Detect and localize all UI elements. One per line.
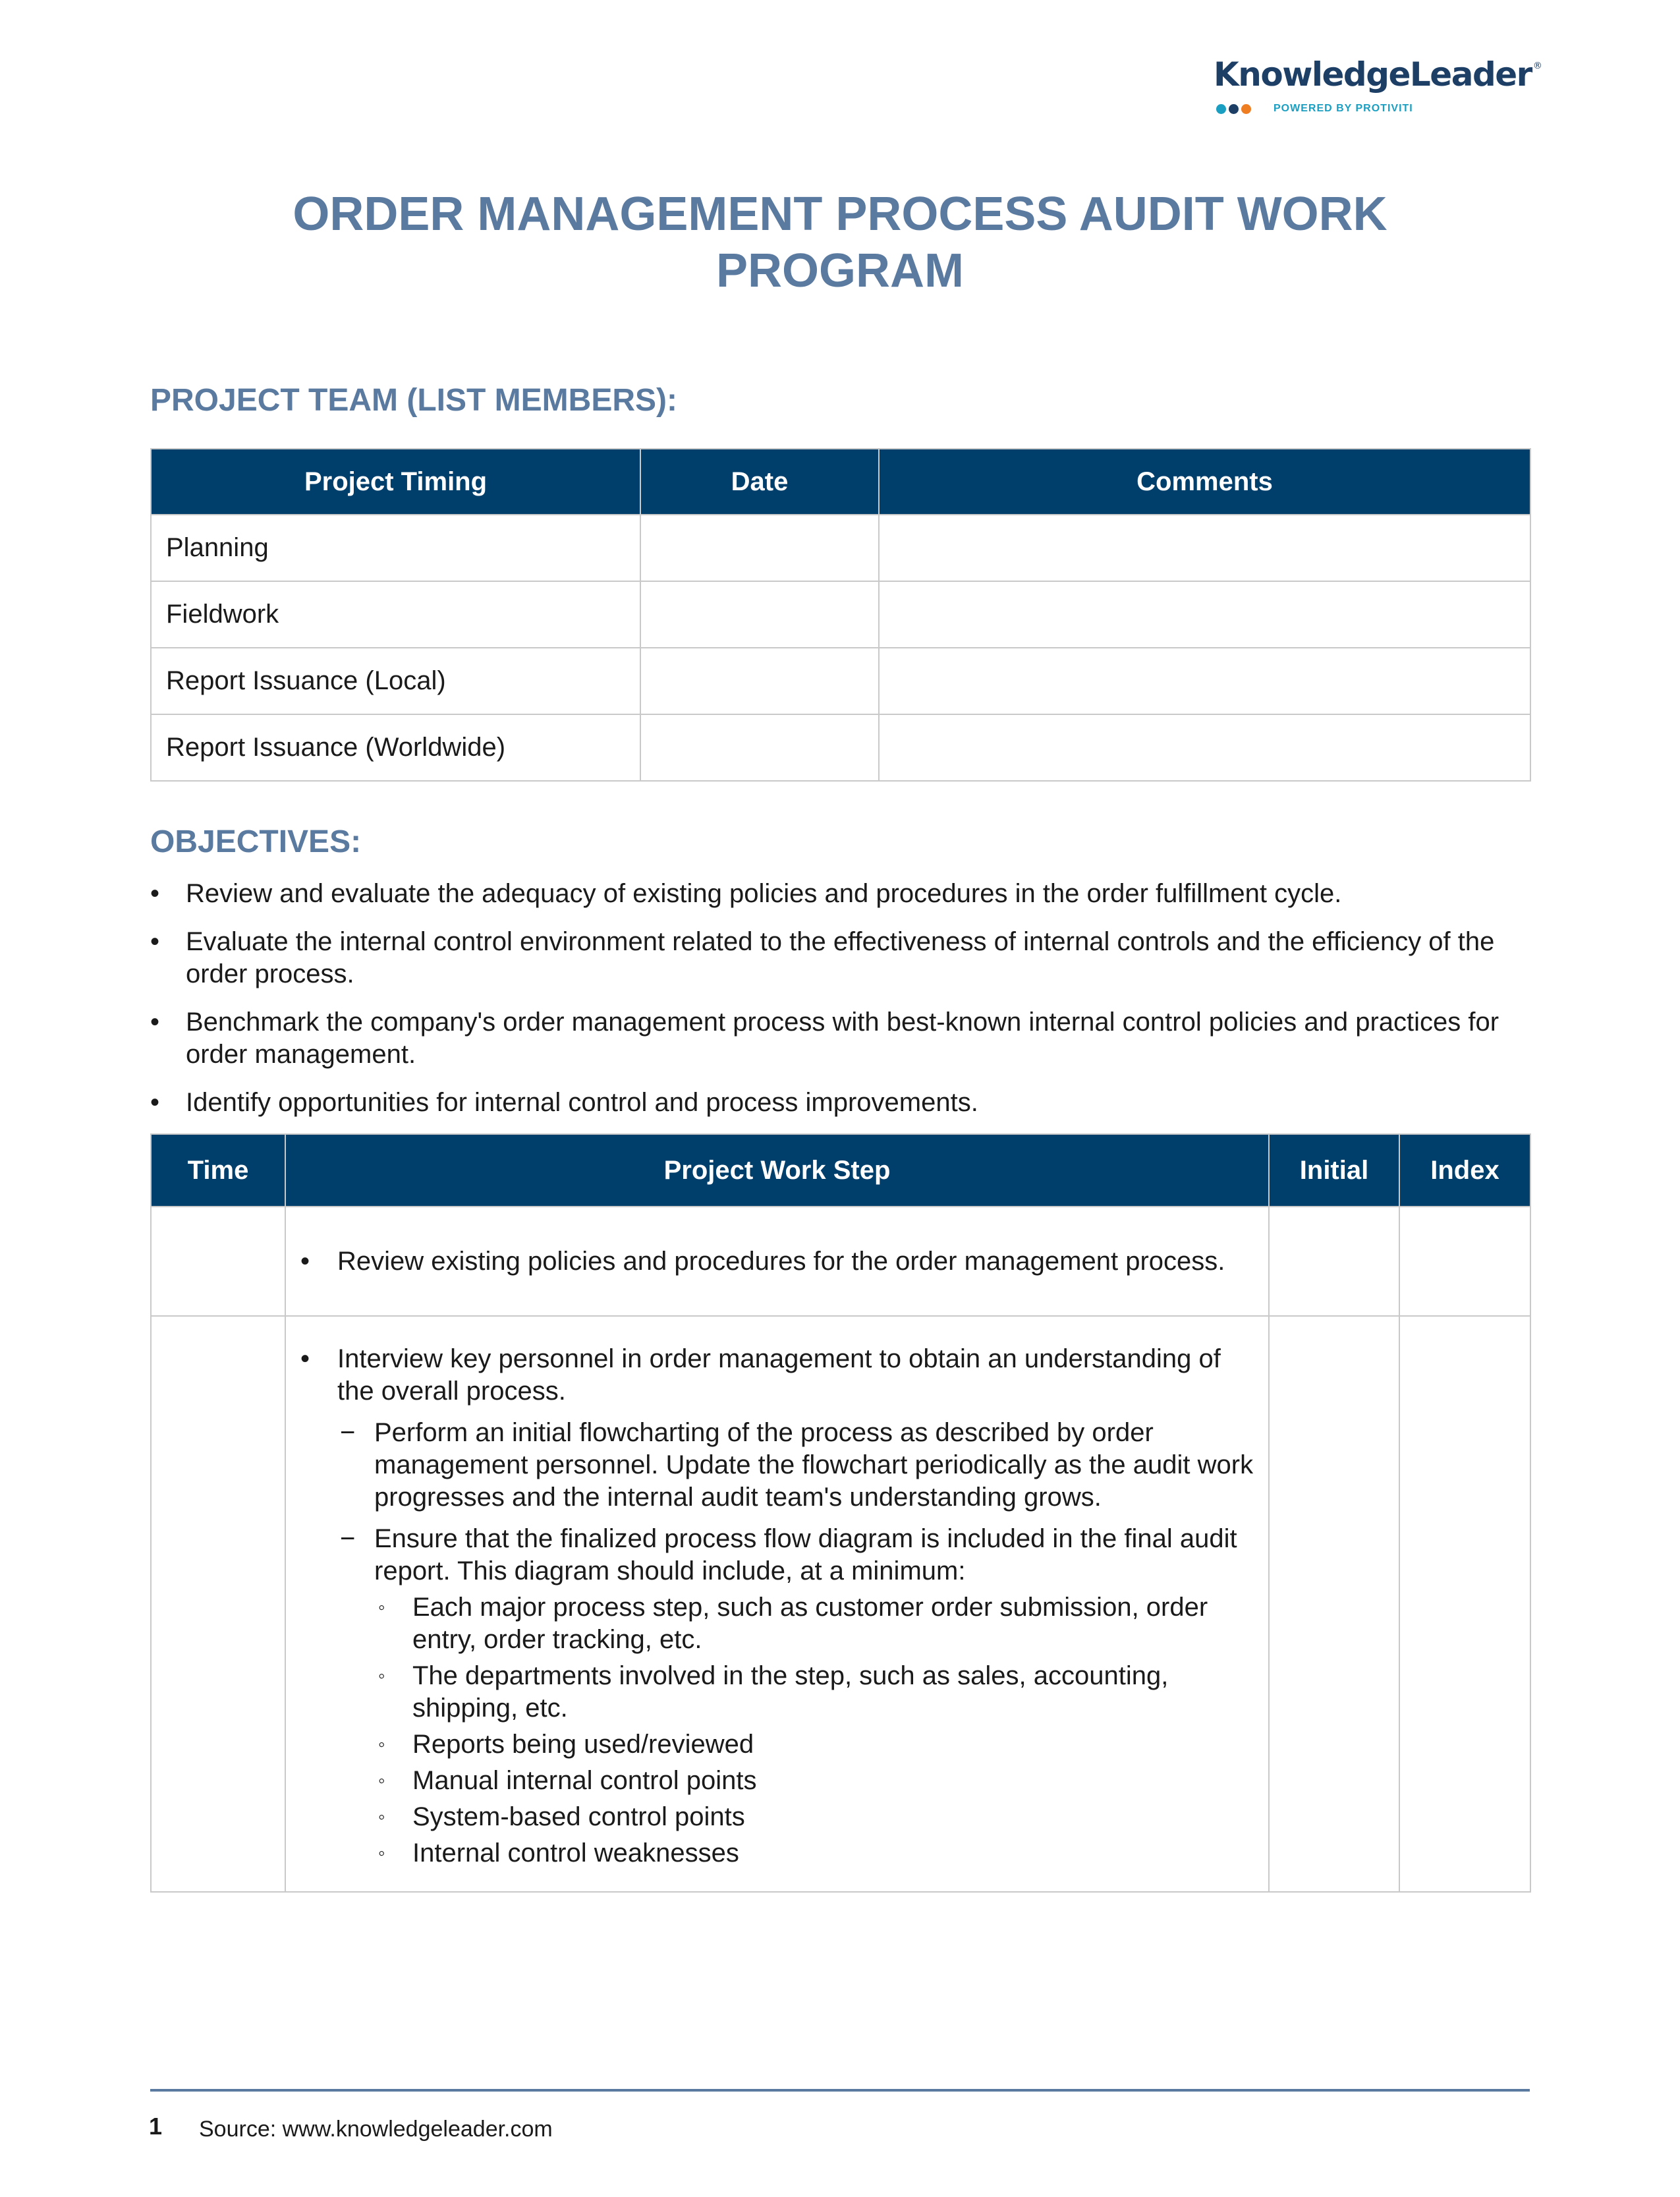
table-header-row — [151, 449, 1530, 515]
work-step-subitem: − Ensure that the finalized process flow diagram is included in the final audit report. This diagram should include, at a minimum: — [340, 1524, 1237, 1585]
index-cell[interactable] — [1399, 1207, 1530, 1316]
bullet-icon: • — [150, 1008, 160, 1037]
project-team-heading: PROJECT TEAM (LIST MEMBERS): — [150, 383, 677, 418]
column-header-initial: Initial — [1269, 1134, 1399, 1207]
date-cell[interactable] — [640, 648, 879, 714]
dash-icon: − — [340, 1418, 356, 1447]
table-row — [151, 648, 1530, 714]
time-cell[interactable] — [151, 1316, 285, 1892]
comments-cell[interactable] — [879, 581, 1530, 648]
bullet-icon: • — [150, 1088, 160, 1117]
column-header-project-work-step: Project Work Step — [285, 1134, 1269, 1207]
timing-cell: Report Issuance (Local) — [151, 648, 640, 714]
work-step-subsubitem: ◦ System-based control points — [300, 1801, 1254, 1833]
table-row — [151, 581, 1530, 648]
circle-bullet-icon: ◦ — [378, 1842, 385, 1864]
page-title-line2: PROGRAM — [716, 244, 964, 297]
work-step-subsubitem: ◦ Internal control weaknesses — [300, 1837, 1254, 1869]
work-step-subsubitem: ◦ Reports being used/reviewed — [300, 1728, 1254, 1761]
circle-bullet-icon: ◦ — [378, 1770, 385, 1792]
logo-wordmark: KnowledgeLeader — [1214, 55, 1532, 94]
work-step-cell — [285, 1316, 1269, 1892]
circle-bullet-icon: ◦ — [378, 1806, 385, 1828]
comments-cell[interactable] — [879, 515, 1530, 581]
work-step-subitem: − Perform an initial flowcharting of the process as described by order management personnel. Update the flowchart periodically as the audit work progresses and the internal audit team's understanding grows. — [340, 1418, 1254, 1512]
column-header-time: Time — [151, 1134, 285, 1207]
page-title — [150, 186, 1530, 299]
work-step-item: • Interview key personnel in order management to obtain an understanding of the overall process. — [300, 1344, 1221, 1406]
circle-bullet-icon: ◦ — [378, 1597, 385, 1618]
page-title-line1: ORDER MANAGEMENT PROCESS AUDIT WORK — [293, 188, 1387, 241]
page-number: 1 — [149, 2113, 163, 2140]
list-item: • Benchmark the company's order management process with best-known internal control policies and practices for order management. — [150, 1008, 1499, 1069]
list-item: • Identify opportunities for internal control and process improvements. — [150, 1087, 1530, 1119]
column-header-comments: Comments — [879, 449, 1530, 515]
work-step-subsubitem: ◦ The departments involved in the step, such as sales, accounting, shipping, etc. — [378, 1661, 1169, 1723]
dash-icon: − — [340, 1524, 356, 1553]
bullet-icon: • — [150, 879, 160, 908]
work-step-table — [150, 1133, 1531, 1893]
source-note: Source: www.knowledgeleader.com — [199, 2117, 553, 2142]
list-item: • Evaluate the internal control environment related to the effectiveness of internal controls and the efficiency of the order process. — [150, 927, 1495, 988]
timing-cell: Planning — [151, 515, 640, 581]
timing-cell: Fieldwork — [151, 581, 640, 648]
work-step-item: • Review existing policies and procedures for the order management process. — [300, 1245, 1254, 1278]
comments-cell[interactable] — [879, 648, 1530, 714]
footer-divider — [150, 2089, 1530, 2092]
initial-cell[interactable] — [1269, 1207, 1399, 1316]
date-cell[interactable] — [640, 581, 879, 648]
objectives-heading: OBJECTIVES: — [150, 824, 362, 859]
objectives-list — [150, 878, 1530, 1135]
bullet-icon: • — [300, 1246, 310, 1276]
project-timing-table — [150, 448, 1531, 782]
initial-cell[interactable] — [1269, 1316, 1399, 1892]
teal-dot-icon — [1216, 104, 1226, 114]
column-header-project-timing: Project Timing — [151, 449, 640, 515]
circle-bullet-icon: ◦ — [378, 1665, 385, 1687]
registered-mark: ® — [1532, 61, 1542, 71]
table-row — [151, 714, 1530, 781]
work-step-subsubitem: ◦ Manual internal control points — [300, 1765, 1254, 1797]
circle-bullet-icon: ◦ — [378, 1734, 385, 1755]
index-cell[interactable] — [1399, 1316, 1530, 1892]
table-header-row — [151, 1134, 1530, 1207]
table-row — [151, 1316, 1530, 1892]
time-cell[interactable] — [151, 1207, 285, 1316]
logo-tagline-row — [1216, 103, 1530, 115]
comments-cell[interactable] — [879, 714, 1530, 781]
table-row — [151, 1207, 1530, 1316]
date-cell[interactable] — [640, 714, 879, 781]
navy-dot-icon — [1229, 104, 1239, 114]
date-cell[interactable] — [640, 515, 879, 581]
work-step-subsubitem: ◦ Each major process step, such as customer order submission, order entry, order tracking, etc. — [378, 1593, 1208, 1654]
work-step-cell — [285, 1207, 1269, 1316]
orange-dot-icon — [1241, 104, 1251, 114]
column-header-date: Date — [640, 449, 879, 515]
bullet-icon: • — [300, 1344, 310, 1373]
bullet-icon: • — [150, 927, 160, 956]
knowledgeleader-logo — [1214, 55, 1542, 115]
table-row — [151, 515, 1530, 581]
timing-cell: Report Issuance (Worldwide) — [151, 714, 640, 781]
list-item: • Review and evaluate the adequacy of existing policies and procedures in the order fulfillment cycle. — [150, 878, 1530, 910]
column-header-index: Index — [1399, 1134, 1530, 1207]
logo-tagline: POWERED BY PROTIVITI — [1274, 103, 1413, 114]
